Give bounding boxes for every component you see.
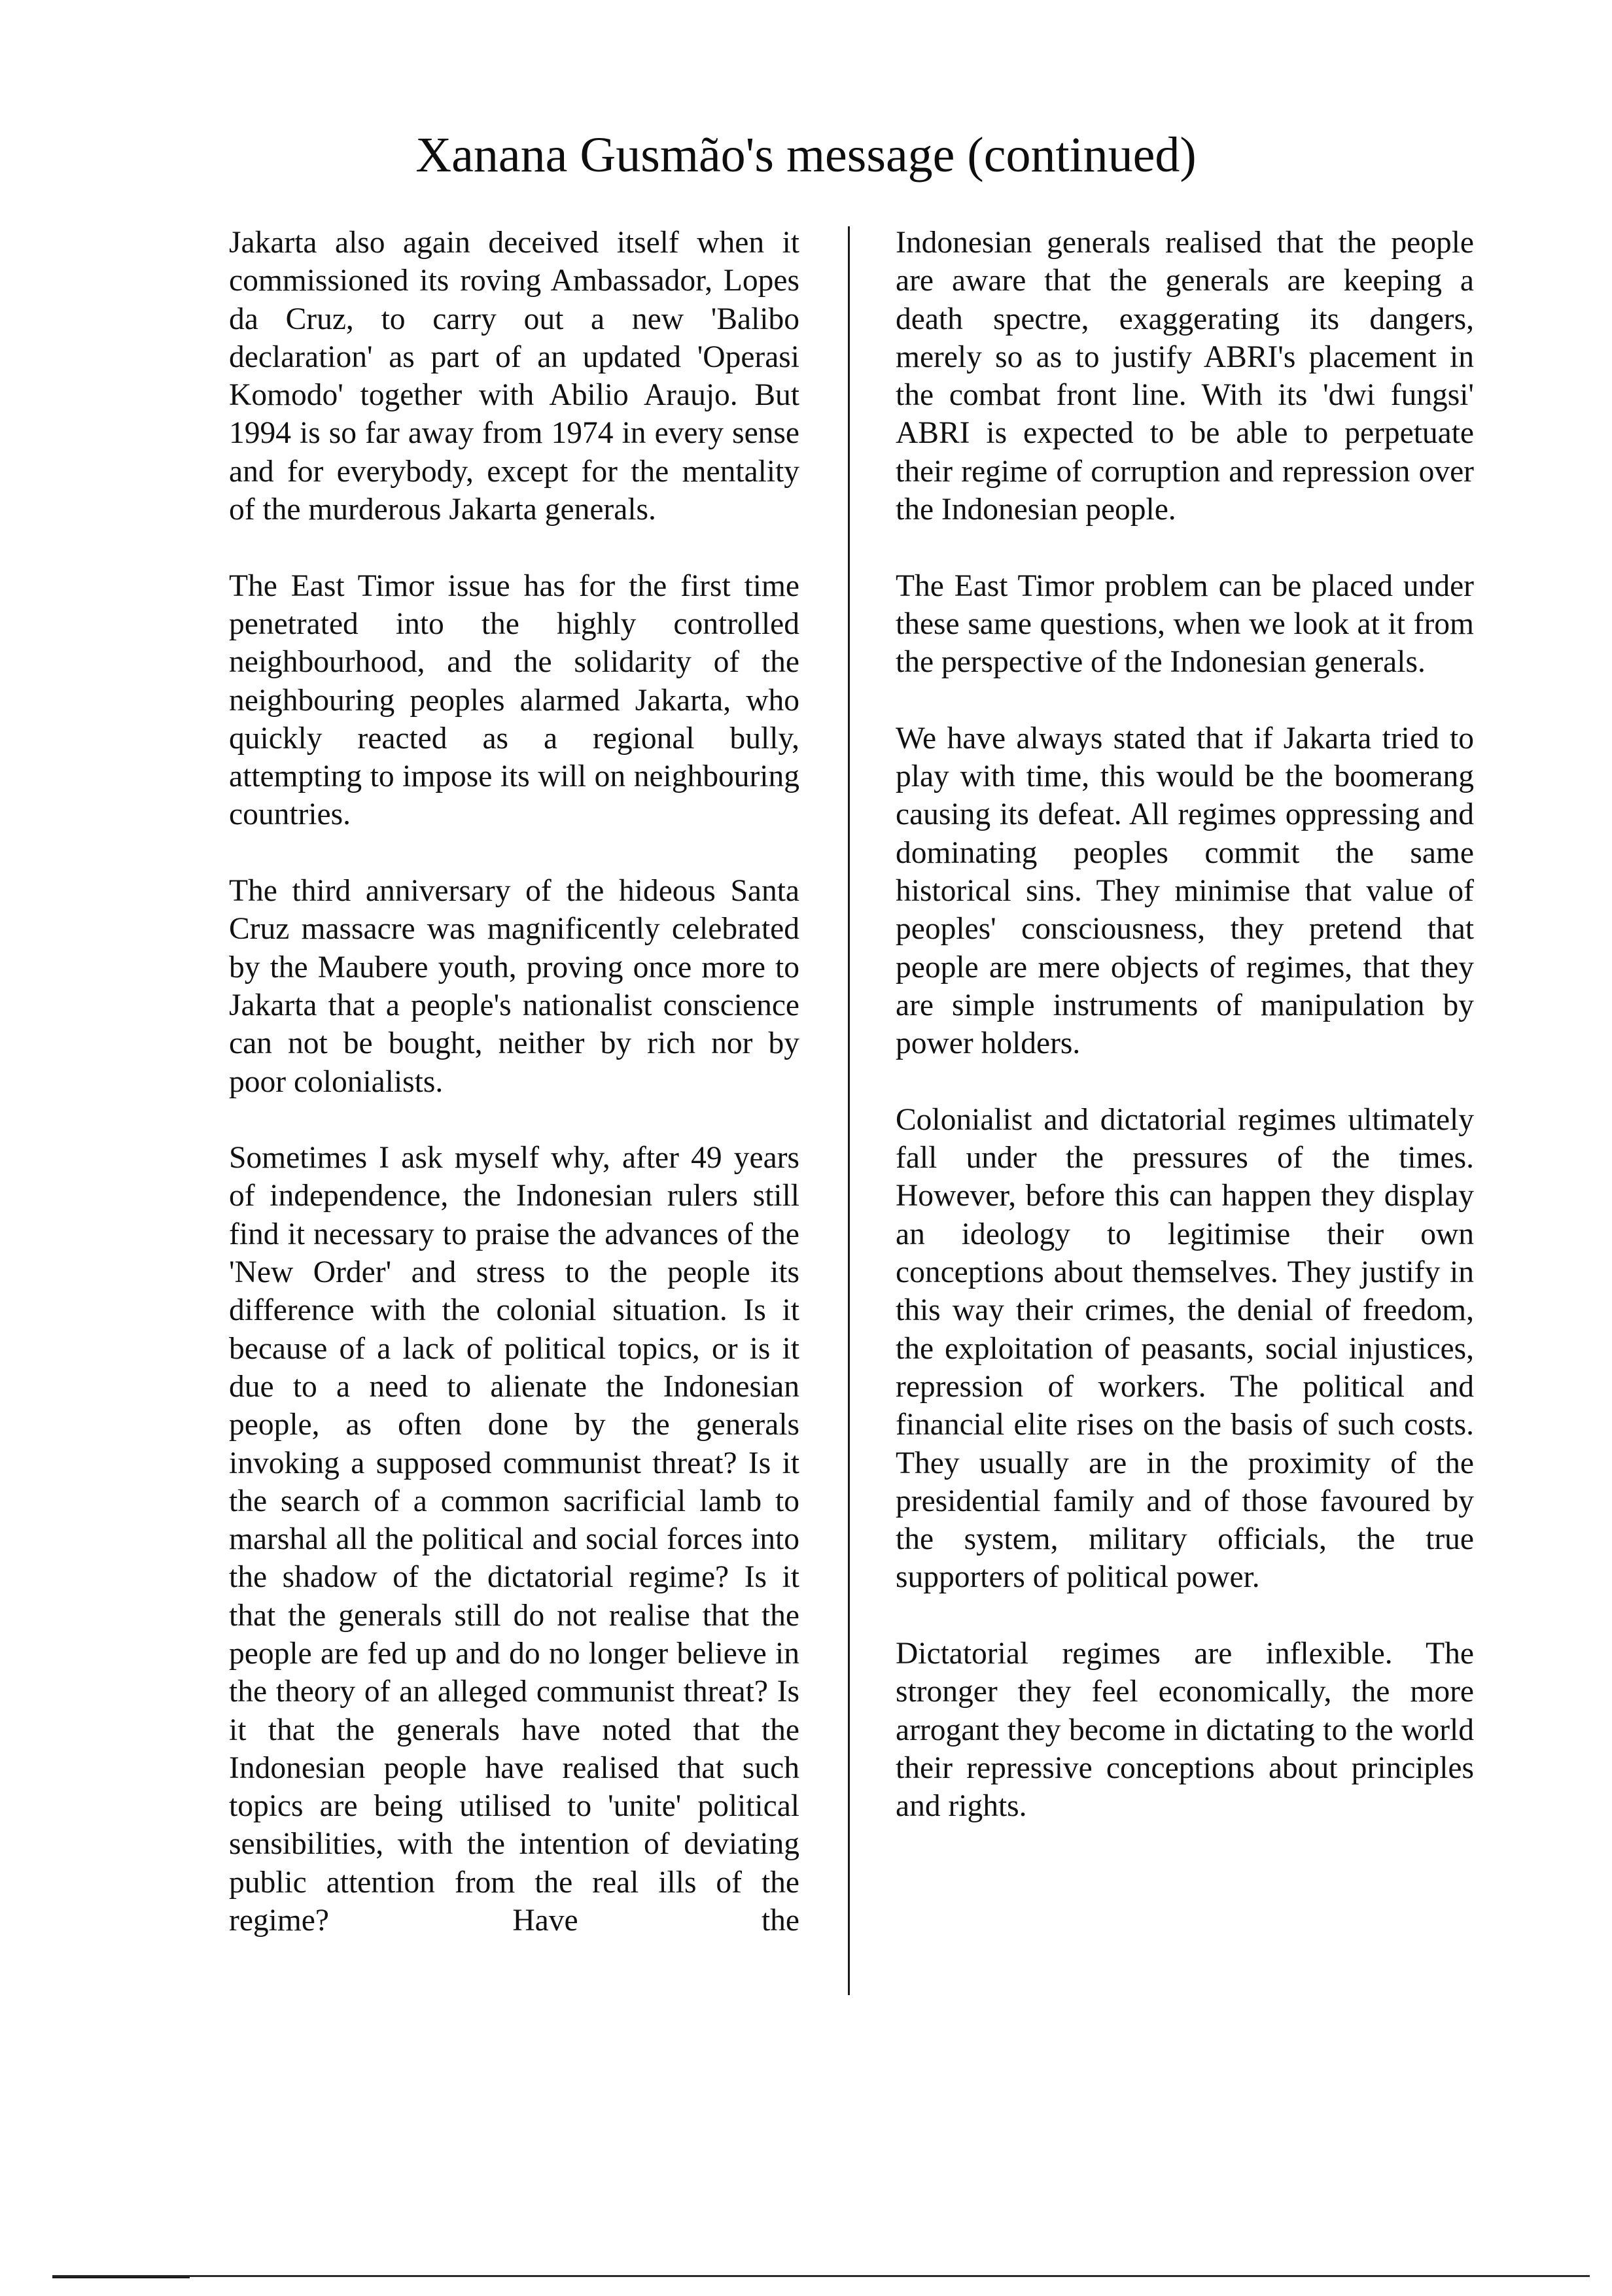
paragraph: Sometimes I ask myself why, after 49 years of independence, the Indonesian rulers still find it necessary to praise the advances of the 'New Order' and stress to the people its difference with the colonial situation. Is it because of a lack of political topics, or is it due to a need to alienate the Indonesian people, as often done by the generals invoking a supposed communist threat? Is it the search of a common sacrificial lamb to marshal all the political and social forces into the shadow of the dictatorial regime? Is it that the generals still do not realise that the people are fed up and do no longer believe in the theory of an alleged communist threat? Is it that the generals have noted that the Indonesian people have realised that such topics are being utilised to 'unite' political sensibilities, with the intention of deviating public attention from the real ills of the regime? Have the <box>229 1141 799 1938</box>
paragraph: Indonesian generals realised that the people are aware that the generals are keeping a death spectre, exaggerating its dangers, merely so as to justify ABRI's placement in the combat front line. With its 'dwi fungsi' ABRI is expected to be able to perpetuate their regime of corruption and repression over the Indonesian people. <box>896 226 1474 527</box>
paragraph: Colonialist and dictatorial regimes ultimately fall under the pressures of the times. However, before this can happen they display an ideology to legitimise their own conceptions about themselves. They justify in this way their crimes, the denial of freedom, the exploitation of peasants, social injustices, repression of workers. The political and financial elite rises on the basis of such costs. They usually are in the proximity of the presidential family and of those favoured by the system, military officials, the true supporters of political power. <box>896 1102 1474 1595</box>
paragraph: The third anniversary of the hideous Santa Cruz massacre was magnificently celebrated by the Maubere youth, proving once more to Jakarta that a people's nationalist conscience can not be bought, neither by rich nor by poor colonialists. <box>229 874 799 1099</box>
footer-rule <box>52 2275 1590 2277</box>
paragraph: Dictatorial regimes are inflexible. The stronger they feel economically, the more arrogant they become in dictating to the world their repressive conceptions about principles and rights. <box>896 1636 1474 1824</box>
paragraph: The East Timor problem can be placed under these same questions, when we look at it from the perspective of the Indonesian generals. <box>896 568 1474 680</box>
paragraph: We have always stated that if Jakarta tried to play with time, this would be the boomerang causing its defeat. All regimes oppressing and dominating peoples commit the same historical sins. They minimise that value of peoples' consciousness, they pretend that people are mere objects of regimes, that they are simple instruments of manipulation by power holders. <box>896 721 1474 1061</box>
page-title: Xanana Gusmão's message (continued) <box>415 128 1197 183</box>
paragraph: The East Timor issue has for the first time penetrated into the highly controlled neighbourhood, and the solidarity of the neighbouring peoples alarmed Jakarta, who quickly reacted as a regional bully, attempting to impose its will on neighbouring countries. <box>229 568 799 832</box>
left-text-column <box>229 224 799 1939</box>
footer-rule-accent <box>52 2276 190 2278</box>
paragraph: Jakarta also again deceived itself when it commissioned its roving Ambassador, Lopes da Cruz, to carry out a new 'Balibo declaration' as part of an updated 'Operasi Komodo' together with Abilio Araujo. But 1994 is so far away from 1974 in every sense and for everybody, except for the mentality of the murderous Jakarta generals. <box>229 226 799 527</box>
column-divider <box>848 226 850 1995</box>
right-text-column <box>896 224 1474 1825</box>
